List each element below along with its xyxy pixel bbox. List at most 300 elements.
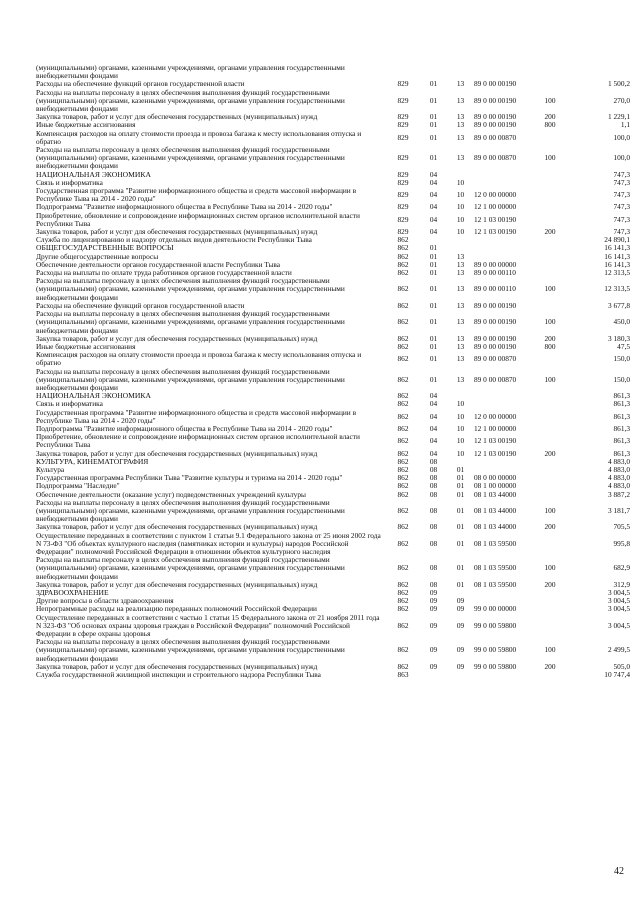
target-article-cell: 08 1 03 59500 <box>474 580 517 589</box>
section-code-cell: 01 <box>429 80 438 89</box>
target-article-cell: 89 0 00 00870 <box>474 153 517 163</box>
table-row <box>36 482 630 490</box>
section-code-cell: 01 <box>429 95 438 105</box>
target-article-cell: 99 0 00 00000 <box>474 605 517 614</box>
amount-cell: 100,0 <box>613 132 630 142</box>
subsection-code-cell <box>447 589 474 597</box>
target-article-cell <box>474 179 534 187</box>
section-row <box>36 392 630 400</box>
amount-cell: 4 883,0 <box>607 482 630 491</box>
ministry-code-cell: 862 <box>397 411 409 421</box>
amount-cell: 2 499,5 <box>607 645 630 655</box>
amount-cell: 450,0 <box>613 317 630 327</box>
row-name-cell: Обеспечение деятельности (оказание услуг) подведомственных учреждений культуры <box>36 490 306 499</box>
expense-type-cell <box>534 212 566 228</box>
table-row <box>36 433 630 449</box>
table-row <box>36 146 630 171</box>
table-row <box>36 597 630 605</box>
table-row <box>36 121 630 129</box>
section-code-cell: 08 <box>429 563 438 573</box>
target-article-cell: 08 1 03 44000 <box>474 505 517 515</box>
target-article-cell: 89 0 00 00870 <box>474 132 517 142</box>
target-article-cell <box>474 392 534 400</box>
row-name-cell: НАЦИОНАЛЬНАЯ ЭКОНОМИКА <box>36 170 151 179</box>
row-name-cell: Связь и информатика <box>36 178 103 187</box>
ministry-code-cell: 862 <box>397 490 409 499</box>
row-name-cell: ОБЩЕГОСУДАРСТВЕННЫЕ ВОПРОСЫ <box>36 244 174 253</box>
target-article-cell: 08 1 03 44000 <box>474 490 517 499</box>
amount-cell: 747,3 <box>613 228 630 237</box>
amount-cell: 861,3 <box>613 400 630 409</box>
ministry-code-cell: 829 <box>397 170 409 179</box>
row-name-cell: Другие вопросы в области здравоохранения <box>36 597 174 606</box>
expense-type-cell <box>534 351 566 367</box>
expense-type-cell <box>534 409 566 425</box>
expense-type-cell <box>534 130 566 146</box>
table-row <box>36 228 630 236</box>
table-row <box>36 523 630 531</box>
amount-cell: 16 141,3 <box>604 260 630 269</box>
amount-cell: 3 004,5 <box>607 589 630 597</box>
target-article-cell: 89 0 00 00870 <box>474 374 517 384</box>
table-row <box>36 113 630 121</box>
section-code-cell <box>420 64 447 80</box>
row-name-cell: Закупка товаров, работ и услуг для обеспечения государственных (муниципальных) нужд <box>36 662 318 671</box>
amount-cell: 747,3 <box>613 214 630 224</box>
row-name-cell: Подпрограмма "Наследие" <box>36 482 120 491</box>
amount-cell: 4 883,0 <box>607 457 630 466</box>
ministry-code-cell: 862 <box>397 317 409 327</box>
section-code-cell: 09 <box>429 589 438 597</box>
subsection-code-cell: 01 <box>456 563 465 573</box>
table-row <box>36 236 630 244</box>
amount-cell: 3 004,5 <box>607 620 630 630</box>
section-code-cell: 01 <box>429 354 438 364</box>
ministry-code-cell: 862 <box>397 269 409 278</box>
section-code-cell: 09 <box>429 662 438 671</box>
expense-type-cell <box>534 474 566 482</box>
ministry-code-cell: 862 <box>397 523 409 532</box>
table-row <box>36 80 630 88</box>
section-code-cell: 01 <box>429 113 438 122</box>
section-code-cell: 08 <box>429 538 438 548</box>
row-name-cell: Расходы на выплаты персоналу в целях обеспечения выполнения функций государственными (муниципальными) органами, казенными учреждениями, органами управления государственными внебюджетными фондами <box>36 638 345 663</box>
row-name-cell: КУЛЬТУРА, КИНЕМАТОГРАФИЯ <box>36 457 149 466</box>
ministry-code-cell: 862 <box>397 252 409 261</box>
ministry-code-cell: 829 <box>397 203 409 212</box>
amount-cell: 1,1 <box>620 121 630 130</box>
row-name-cell: Приобретение, обновление и сопровождение информационных систем органов исполнительной власти Республики Тыва <box>36 433 360 450</box>
expense-type-cell: 100 <box>544 505 556 515</box>
row-name-cell: ЗДРАВООХРАНЕНИЕ <box>36 589 109 597</box>
section-code-cell: 01 <box>429 244 438 253</box>
section-code-cell: 01 <box>429 342 438 351</box>
amount-cell: 3 677,8 <box>607 301 630 310</box>
expense-type-cell: 200 <box>544 449 556 458</box>
ministry-code-cell: 863 <box>397 671 409 680</box>
row-name-cell: Расходы на выплаты персоналу в целях обеспечения выполнения функций государственными (муниципальными) органами, казенными учреждениями, органами управления государственными внебюджетными фондами <box>36 277 345 302</box>
row-name-cell: Иные бюджетные ассигнования <box>36 342 136 351</box>
ministry-code-cell: 829 <box>397 132 409 142</box>
table-row <box>36 203 630 211</box>
target-article-cell: 12 0 00 00000 <box>474 190 517 200</box>
section-code-cell: 08 <box>429 457 438 466</box>
ministry-code-cell: 862 <box>397 334 409 343</box>
target-article-cell <box>474 253 534 261</box>
amount-cell: 150,0 <box>613 374 630 384</box>
target-article-cell: 12 1 00 00000 <box>474 203 517 212</box>
expense-type-cell <box>534 400 566 408</box>
table-row <box>36 310 630 335</box>
ministry-code-cell: 862 <box>397 260 409 269</box>
subsection-code-cell: 13 <box>456 153 465 163</box>
section-row <box>36 458 630 466</box>
subsection-code-cell: 10 <box>456 178 465 187</box>
target-article-cell: 89 0 00 00190 <box>474 317 517 327</box>
amount-cell: 47,5 <box>617 342 630 351</box>
section-code-cell: 09 <box>429 605 438 614</box>
row-name-cell: Служба по лицензированию и надзору отдельных видов деятельности Республики Тыва <box>36 236 312 245</box>
row-name-cell: Обеспечение деятельности органов государственной власти Республики Тыва <box>36 260 281 269</box>
target-article-cell: 08 1 03 59500 <box>474 563 517 573</box>
amount-cell: 861,3 <box>613 424 630 433</box>
amount-cell: 10 747,4 <box>604 671 630 680</box>
section-code-cell <box>420 236 447 244</box>
table-row <box>36 302 630 310</box>
subsection-code-cell: 13 <box>456 132 465 142</box>
ministry-code-cell: 862 <box>397 474 409 483</box>
expense-type-cell: 100 <box>544 95 556 105</box>
amount-cell: 505,0 <box>613 662 630 671</box>
section-code-cell <box>420 671 447 679</box>
row-name-cell: Расходы на обеспечение функций органов государственной власти <box>36 301 245 310</box>
section-code-cell: 08 <box>429 465 438 474</box>
subsection-code-cell: 01 <box>456 505 465 515</box>
amount-cell <box>566 64 630 80</box>
subsection-code-cell: 09 <box>456 605 465 614</box>
ministry-code-cell: 829 <box>397 113 409 122</box>
row-name-cell: Закупка товаров, работ и услуг для обеспечения государственных (муниципальных) нужд <box>36 228 318 237</box>
expense-type-cell <box>534 179 566 187</box>
target-article-cell: 12 0 00 00000 <box>474 411 517 421</box>
subsection-code-cell: 13 <box>456 317 465 327</box>
target-article-cell <box>474 458 534 466</box>
ministry-code-cell: 862 <box>397 482 409 491</box>
row-name-cell: Расходы на обеспечение функций органов государственной власти <box>36 80 245 89</box>
ministry-code-cell: 862 <box>397 605 409 614</box>
row-name-cell: Расходы на выплаты персоналу в целях обеспечения выполнения функций государственными (муниципальными) органами, казенными учреждениями, органами управления государственными внебюджетными фондами <box>36 88 345 114</box>
table-row <box>36 638 630 663</box>
row-name-cell: Государственная программа "Развитие информационного общества и средств массовой информации в Республике Тыва на 2014 - 2020 годы" <box>36 408 357 425</box>
expense-type-cell <box>534 482 566 490</box>
ministry-code-cell: 829 <box>397 228 409 237</box>
expense-type-cell <box>534 532 566 557</box>
expense-type-cell: 200 <box>544 113 556 122</box>
ministry-code-cell: 862 <box>397 436 409 446</box>
row-name-cell: НАЦИОНАЛЬНАЯ ЭКОНОМИКА <box>36 392 151 401</box>
subsection-code-cell: 01 <box>456 523 465 532</box>
ministry-code-cell: 829 <box>397 95 409 105</box>
ministry-code-cell: 862 <box>397 374 409 384</box>
row-name-cell: Компенсация расходов на оплату стоимости проезда и провоза багажа к месту использования отпуска и обратно <box>36 351 362 368</box>
subsection-code-cell: 10 <box>456 449 465 458</box>
section-code-cell: 04 <box>429 436 438 446</box>
ministry-code-cell: 862 <box>397 580 409 589</box>
ministry-code-cell: 862 <box>397 301 409 310</box>
expense-type-cell <box>534 261 566 269</box>
ministry-code-cell: 829 <box>397 214 409 224</box>
subsection-code-cell: 13 <box>456 80 465 89</box>
expense-type-cell <box>534 236 566 244</box>
section-code-cell: 09 <box>429 645 438 655</box>
section-row <box>36 244 630 252</box>
subsection-code-cell: 10 <box>456 190 465 200</box>
table-row <box>36 64 630 80</box>
expense-type-cell <box>534 458 566 466</box>
table-row <box>36 663 630 671</box>
section-row <box>36 589 630 597</box>
table-row <box>36 253 630 261</box>
amount-cell: 3 181,7 <box>607 505 630 515</box>
subsection-code-cell: 13 <box>456 121 465 130</box>
target-article-cell: 89 0 00 00870 <box>474 354 517 364</box>
row-name-cell: Закупка товаров, работ и услуг для обеспечения государственных (муниципальных) нужд <box>36 449 318 458</box>
expense-type-cell <box>534 605 566 613</box>
row-name-cell: Расходы на выплаты персоналу в целях обеспечения выполнения функций государственными (муниципальными) органами, казенными учреждениями, органами управления государственными внебюджетными фондами <box>36 310 345 335</box>
table-row <box>36 532 630 557</box>
amount-cell: 1 500,2 <box>607 80 630 89</box>
table-row <box>36 556 630 581</box>
subsection-code-cell: 13 <box>456 95 465 105</box>
table-row <box>36 491 630 499</box>
target-article-cell: 89 0 00 00190 <box>474 301 517 310</box>
table-row <box>36 671 630 679</box>
expense-type-cell <box>534 491 566 499</box>
expense-type-cell <box>534 597 566 605</box>
ministry-code-cell: 829 <box>397 190 409 200</box>
table-row <box>36 450 630 458</box>
target-article-cell: 08 1 03 59500 <box>474 538 517 548</box>
ministry-code-cell: 862 <box>397 400 409 409</box>
table-row <box>36 179 630 187</box>
subsection-code-cell: 01 <box>456 538 465 548</box>
target-article-cell: 99 0 00 59800 <box>474 620 517 630</box>
amount-cell: 861,3 <box>613 449 630 458</box>
table-row <box>36 400 630 408</box>
expense-type-cell: 200 <box>544 228 556 237</box>
budget-table-body <box>36 64 630 679</box>
target-article-cell <box>474 64 534 80</box>
target-article-cell: 12 1 03 00190 <box>474 436 517 446</box>
amount-cell: 3 004,5 <box>607 605 630 614</box>
target-article-cell: 08 1 03 44000 <box>474 523 517 532</box>
subsection-code-cell: 13 <box>456 354 465 364</box>
row-name-cell: Компенсация расходов на оплату стоимости проезда и провоза багажа к месту использования отпуска и обратно <box>36 129 362 146</box>
expense-type-cell <box>534 433 566 449</box>
subsection-code-cell: 13 <box>456 374 465 384</box>
row-name-cell: Служба государственной жилищной инспекции и строительного надзора Республики Тыва <box>36 671 321 680</box>
subsection-code-cell: 10 <box>456 214 465 224</box>
row-name-cell: Подпрограмма "Развитие информационного общества в Республике Тыва на 2014 - 2020 годы" <box>36 424 333 433</box>
expense-type-cell: 100 <box>544 153 556 163</box>
expense-type-cell: 100 <box>544 563 556 573</box>
ministry-code-cell: 862 <box>397 505 409 515</box>
amount-cell: 3 180,3 <box>607 334 630 343</box>
table-row <box>36 335 630 343</box>
amount-cell: 1 229,1 <box>607 113 630 122</box>
table-row <box>36 474 630 482</box>
target-article-cell <box>474 589 534 597</box>
section-code-cell: 08 <box>429 474 438 483</box>
amount-cell: 861,3 <box>613 392 630 401</box>
ministry-code-cell: 862 <box>397 284 409 294</box>
table-row <box>36 605 630 613</box>
section-code-cell: 01 <box>429 317 438 327</box>
row-name-cell: Непрограммные расходы на реализацию переданных полномочий Российской Федерации <box>36 605 317 614</box>
expense-type-cell <box>534 425 566 433</box>
subsection-code-cell: 09 <box>456 597 465 606</box>
table-row <box>36 212 630 228</box>
expense-type-cell <box>534 614 566 639</box>
subsection-code-cell: 01 <box>456 465 465 474</box>
expense-type-cell <box>534 671 566 679</box>
row-name-cell: Закупка товаров, работ и услуг для обеспечения государственных (муниципальных) нужд <box>36 523 318 532</box>
page-number: 42 <box>614 866 624 877</box>
target-article-cell: 12 1 00 00000 <box>474 424 517 433</box>
ministry-code-cell: 862 <box>397 354 409 364</box>
table-row <box>36 466 630 474</box>
target-article-cell: 89 0 00 00190 <box>474 113 517 122</box>
ministry-code-cell: 862 <box>397 457 409 466</box>
target-article-cell: 89 0 00 00110 <box>474 284 516 294</box>
row-name-cell: Государственная программа Республики Тыва "Развитие культуры и туризма на 2014 - 2020 годы" <box>36 474 343 483</box>
section-code-cell: 01 <box>429 334 438 343</box>
section-code-cell: 01 <box>429 121 438 130</box>
amount-cell: 747,3 <box>613 190 630 200</box>
section-code-cell: 04 <box>429 190 438 200</box>
amount-cell: 747,3 <box>613 203 630 212</box>
ministry-code-cell: 829 <box>397 153 409 163</box>
expense-type-cell: 200 <box>544 523 556 532</box>
row-name-cell: (муниципальными) органами, казенными учреждениями, органами управления государственными внебюджетными фондами <box>36 64 345 81</box>
subsection-code-cell: 13 <box>456 334 465 343</box>
section-code-cell: 04 <box>429 424 438 433</box>
table-row <box>36 269 630 277</box>
ministry-code-cell: 862 <box>397 620 409 630</box>
amount-cell: 747,3 <box>613 178 630 187</box>
subsection-code-cell <box>447 64 474 80</box>
subsection-code-cell: 01 <box>456 490 465 499</box>
subsection-code-cell: 13 <box>456 269 465 278</box>
subsection-code-cell: 13 <box>456 252 465 261</box>
ministry-code-cell: 862 <box>397 342 409 351</box>
target-article-cell <box>474 671 534 679</box>
section-code-cell: 01 <box>429 260 438 269</box>
row-name-cell: Связь и информатика <box>36 400 103 409</box>
ministry-code-cell: 829 <box>397 80 409 89</box>
section-code-cell: 04 <box>429 170 438 179</box>
row-name-cell: Государственная программа "Развитие информационного общества и средств массовой информации в Республике Тыва на 2014 - 2020 годы" <box>36 187 357 204</box>
subsection-code-cell: 10 <box>456 203 465 212</box>
amount-cell: 100,0 <box>613 153 630 163</box>
subsection-code-cell <box>447 171 474 179</box>
table-row <box>36 89 630 114</box>
row-name-cell: Расходы на выплаты персоналу в целях обеспечения выполнения функций государственными (муниципальными) органами, казенными учреждениями, органами управления государственными внебюджетными фондами <box>36 367 345 392</box>
target-article-cell <box>474 400 534 408</box>
subsection-code-cell <box>447 458 474 466</box>
section-code-cell: 04 <box>429 392 438 401</box>
section-code-cell: 09 <box>429 620 438 630</box>
section-code-cell: 01 <box>429 284 438 294</box>
amount-cell: 270,0 <box>613 95 630 105</box>
expense-type-cell <box>534 466 566 474</box>
amount-cell: 4 883,0 <box>607 474 630 483</box>
target-article-cell <box>474 244 534 252</box>
expense-type-cell: 800 <box>544 121 556 130</box>
amount-cell: 861,3 <box>613 411 630 421</box>
subsection-code-cell: 01 <box>456 580 465 589</box>
row-name-cell: Иные бюджетные ассигнования <box>36 121 136 130</box>
target-article-cell: 12 1 03 00190 <box>474 228 517 237</box>
ministry-code-cell: 862 <box>397 597 409 606</box>
expense-type-cell: 200 <box>544 334 556 343</box>
amount-cell: 12 313,5 <box>604 269 630 278</box>
amount-cell: 3 887,2 <box>607 490 630 499</box>
section-code-cell: 04 <box>429 228 438 237</box>
ministry-code-cell: 862 <box>397 589 409 597</box>
target-article-cell: 89 0 00 00190 <box>474 342 517 351</box>
expense-type-cell: 800 <box>544 342 556 351</box>
table-row <box>36 261 630 269</box>
target-article-cell: 12 1 03 00190 <box>474 214 517 224</box>
row-name-cell: Закупка товаров, работ и услуг для обеспечения государственных (муниципальных) нужд <box>36 113 318 122</box>
section-code-cell: 08 <box>429 482 438 491</box>
section-code-cell: 01 <box>429 132 438 142</box>
section-code-cell: 04 <box>429 411 438 421</box>
table-row <box>36 343 630 351</box>
section-code-cell: 01 <box>429 301 438 310</box>
target-article-cell <box>474 171 534 179</box>
table-row <box>36 351 630 367</box>
section-code-cell: 08 <box>429 490 438 499</box>
subsection-code-cell: 13 <box>456 260 465 269</box>
section-code-cell: 04 <box>429 203 438 212</box>
ministry-code-cell: 862 <box>397 392 409 401</box>
subsection-code-cell <box>447 671 474 679</box>
row-name-cell: Расходы на выплаты персоналу в целях обеспечения выполнения функций государственными (муниципальными) органами, казенными учреждениями, органами управления государственными внебюджетными фондами <box>36 556 345 581</box>
table-row <box>36 499 630 524</box>
amount-cell: 747,3 <box>613 170 630 179</box>
table-row <box>36 187 630 203</box>
ministry-code-cell: 862 <box>397 662 409 671</box>
subsection-code-cell: 10 <box>456 436 465 446</box>
target-article-cell: 99 0 00 59800 <box>474 662 517 671</box>
ministry-code-cell: 862 <box>397 424 409 433</box>
target-article-cell: 89 0 00 00110 <box>474 269 516 278</box>
row-name-cell: Подпрограмма "Развитие информационного общества в Республике Тыва на 2014 - 2020 годы" <box>36 203 333 212</box>
ministry-code-cell: 862 <box>397 645 409 655</box>
amount-cell: 12 313,5 <box>604 284 630 294</box>
ministry-code-cell: 862 <box>397 236 409 245</box>
row-name-cell: Расходы на выплаты персоналу в целях обеспечения выполнения функций государственными (муниципальными) органами, казенными учреждениями, органами управления государственными внебюджетными фондами <box>36 146 345 171</box>
amount-cell: 682,9 <box>613 563 630 573</box>
row-name-cell: Расходы на выплаты персоналу в целях обеспечения выполнения функций государственными (муниципальными) органами, казенными учреждениями, органами управления государственными внебюджетными фондами <box>36 498 345 524</box>
section-code-cell: 01 <box>429 252 438 261</box>
amount-cell: 4 883,0 <box>607 465 630 474</box>
expense-type-cell <box>534 253 566 261</box>
amount-cell: 16 141,3 <box>604 244 630 253</box>
target-article-cell: 99 0 00 59800 <box>474 645 517 655</box>
